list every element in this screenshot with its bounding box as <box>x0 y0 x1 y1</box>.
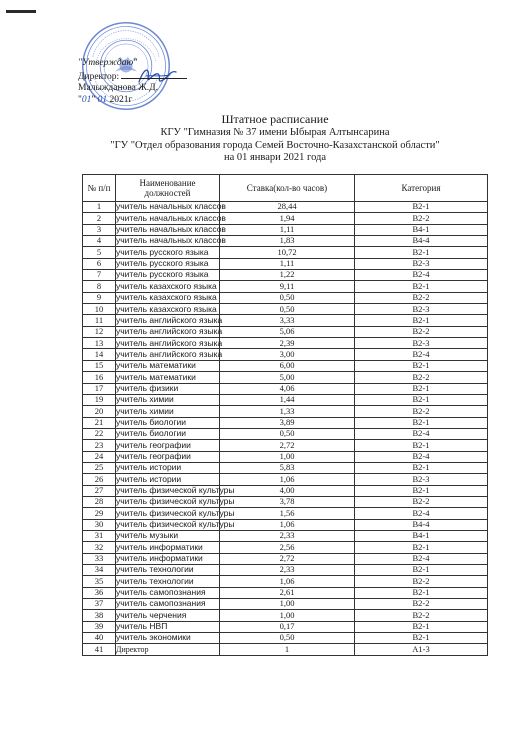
row-number: 31 <box>83 530 116 541</box>
table-row <box>83 326 488 337</box>
row-position: учитель самопознания <box>116 599 220 610</box>
row-position: учитель казахского языка <box>116 292 220 303</box>
table-row <box>83 304 488 315</box>
row-position: учитель географии <box>116 451 220 462</box>
row-number: 5 <box>83 247 116 258</box>
table-row <box>83 406 488 417</box>
row-position: учитель начальных классов <box>116 235 226 246</box>
row-position: Директор <box>116 644 220 656</box>
header-position: Наименование должностей <box>116 175 220 202</box>
row-category: В2-3 <box>355 304 488 315</box>
row-rate: 1,11 <box>220 224 355 235</box>
row-rate: 28,44 <box>220 202 355 213</box>
row-rate: 1,06 <box>220 474 355 485</box>
row-rate: 6,00 <box>220 360 355 371</box>
row-category: В2-1 <box>355 360 488 371</box>
table-row <box>83 633 488 644</box>
signature-line <box>121 70 187 79</box>
row-number: 2 <box>83 213 116 224</box>
row-category: В4-1 <box>355 224 488 235</box>
row-category: В2-1 <box>355 440 488 451</box>
table-row <box>83 428 488 439</box>
row-position: учитель начальных классов <box>116 212 226 223</box>
row-rate: 10,72 <box>220 247 355 258</box>
row-rate: 0,50 <box>220 304 355 315</box>
row-number: 1 <box>83 202 116 213</box>
row-category: В2-3 <box>355 338 488 349</box>
approval-block <box>78 58 278 106</box>
row-position: учитель английского языка <box>116 326 223 337</box>
row-rate: 4,06 <box>220 383 355 394</box>
institution-line: КГУ "Гимназия № 37 имени Ыбырая Алтынсарина <box>160 127 390 138</box>
row-position: учитель физической культуры <box>116 507 235 518</box>
row-position: учитель самопознания <box>116 587 220 598</box>
row-rate: 5,00 <box>220 372 355 383</box>
director-label: Директор: <box>78 71 120 82</box>
table-row <box>83 621 488 632</box>
row-rate: 0,50 <box>220 292 355 303</box>
row-category: В2-2 <box>355 576 488 587</box>
row-number: 39 <box>83 621 116 632</box>
row-category: В2-1 <box>355 621 488 632</box>
row-category: В2-4 <box>355 451 488 462</box>
table-body <box>83 202 488 656</box>
table-row <box>83 315 488 326</box>
table-row <box>83 474 488 485</box>
row-category: В2-4 <box>355 508 488 519</box>
table-row <box>83 599 488 610</box>
row-position: учитель информатики <box>116 542 220 553</box>
row-category: В2-4 <box>355 270 488 281</box>
row-category: В2-4 <box>355 428 488 439</box>
staff-table <box>82 174 488 656</box>
row-position: учитель информатики <box>116 553 220 564</box>
table-row <box>83 281 488 292</box>
header-number: № п/п <box>83 175 116 202</box>
row-number: 27 <box>83 485 116 496</box>
row-position: учитель начальных классов <box>116 201 226 212</box>
row-position: учитель НВП <box>116 621 220 632</box>
row-category: В2-2 <box>355 406 488 417</box>
document-heading <box>60 112 490 165</box>
row-rate: 5,06 <box>220 326 355 337</box>
table-row <box>83 440 488 451</box>
row-position: учитель русского языка <box>116 258 220 269</box>
row-category: В2-1 <box>355 485 488 496</box>
row-category: В2-1 <box>355 542 488 553</box>
row-category: В2-2 <box>355 599 488 610</box>
row-number: 13 <box>83 338 116 349</box>
table-row <box>83 247 488 258</box>
document-title: Штатное расписание <box>221 112 329 126</box>
row-category: В2-2 <box>355 610 488 621</box>
row-number: 16 <box>83 372 116 383</box>
row-rate: 1,00 <box>220 451 355 462</box>
row-rate: 2,72 <box>220 553 355 564</box>
table-row <box>83 270 488 281</box>
row-number: 20 <box>83 406 116 417</box>
row-rate: 1,11 <box>220 258 355 269</box>
table-row <box>83 496 488 507</box>
row-rate: 5,83 <box>220 462 355 473</box>
row-category: В2-2 <box>355 213 488 224</box>
row-rate: 0,50 <box>220 633 355 644</box>
row-number: 6 <box>83 258 116 269</box>
table-row <box>83 542 488 553</box>
row-number: 38 <box>83 610 116 621</box>
row-category: В2-1 <box>355 417 488 428</box>
row-position: учитель русского языка <box>116 247 220 258</box>
row-rate: 3,33 <box>220 315 355 326</box>
row-rate: 2,33 <box>220 565 355 576</box>
date-quote-close: " <box>91 94 96 105</box>
row-rate: 3,78 <box>220 496 355 507</box>
row-category: В2-3 <box>355 258 488 269</box>
date-month: 01 <box>97 94 108 105</box>
row-rate: 2,39 <box>220 338 355 349</box>
table-row <box>83 462 488 473</box>
row-position: учитель истории <box>116 462 220 473</box>
row-number: 15 <box>83 360 116 371</box>
row-rate: 1,06 <box>220 576 355 587</box>
row-number: 25 <box>83 462 116 473</box>
row-rate: 1 <box>220 644 355 656</box>
row-number: 26 <box>83 474 116 485</box>
row-rate: 3,00 <box>220 349 355 360</box>
date-day: 01 <box>81 94 92 105</box>
row-category: В2-2 <box>355 326 488 337</box>
table-row <box>83 258 488 269</box>
row-category: В2-2 <box>355 292 488 303</box>
date-quote-open: " <box>78 94 82 105</box>
row-rate: 0,17 <box>220 621 355 632</box>
row-rate: 0,50 <box>220 428 355 439</box>
date-line: на 01 январи 2021 года <box>223 152 327 163</box>
table-row <box>83 236 488 247</box>
table-row <box>83 610 488 621</box>
row-position: учитель экономики <box>116 633 220 644</box>
row-position: учитель музыки <box>116 530 220 541</box>
row-number: 19 <box>83 394 116 405</box>
row-position: учитель математики <box>116 372 220 383</box>
row-position: учитель физики <box>116 383 220 394</box>
row-rate: 1,94 <box>220 213 355 224</box>
row-number: 4 <box>83 236 116 247</box>
row-number: 29 <box>83 508 116 519</box>
row-category: В2-1 <box>355 394 488 405</box>
director-name: Малыжданова Ж.Д. <box>78 83 159 93</box>
row-number: 23 <box>83 440 116 451</box>
row-rate: 1,22 <box>220 270 355 281</box>
row-position: учитель черчения <box>116 610 220 621</box>
row-number: 8 <box>83 281 116 292</box>
row-number: 3 <box>83 224 116 235</box>
row-category: А1-3 <box>355 644 488 656</box>
row-position: учитель химии <box>116 406 220 417</box>
row-position: учитель технологии <box>116 576 220 587</box>
row-number: 7 <box>83 270 116 281</box>
table-row <box>83 292 488 303</box>
row-category: В2-1 <box>355 383 488 394</box>
row-rate: 9,11 <box>220 281 355 292</box>
row-position: учитель физической культуры <box>116 519 235 530</box>
row-position: учитель казахского языка <box>116 304 220 315</box>
row-category: В2-4 <box>355 349 488 360</box>
row-number: 40 <box>83 633 116 644</box>
row-number: 36 <box>83 587 116 598</box>
approval-date <box>78 95 278 107</box>
row-number: 14 <box>83 349 116 360</box>
table-row <box>83 213 488 224</box>
row-position: учитель географии <box>116 440 220 451</box>
row-category: В4-4 <box>355 236 488 247</box>
table-row <box>83 372 488 383</box>
row-rate: 2,56 <box>220 542 355 553</box>
row-category: В2-4 <box>355 553 488 564</box>
row-rate: 1,00 <box>220 610 355 621</box>
row-position: учитель английского языка <box>116 348 223 359</box>
row-rate: 1,56 <box>220 508 355 519</box>
row-position: учитель начальных классов <box>116 224 226 235</box>
row-category: В2-1 <box>355 202 488 213</box>
table-header-row <box>83 175 488 202</box>
row-number: 37 <box>83 599 116 610</box>
row-category: В2-1 <box>355 247 488 258</box>
row-number: 28 <box>83 496 116 507</box>
row-position: учитель физической культуры <box>116 496 235 507</box>
row-rate: 1,06 <box>220 519 355 530</box>
row-position: учитель технологии <box>116 565 220 576</box>
row-number: 34 <box>83 565 116 576</box>
row-number: 9 <box>83 292 116 303</box>
row-number: 10 <box>83 304 116 315</box>
row-position: учитель химии <box>116 394 220 405</box>
row-category: В4-4 <box>355 519 488 530</box>
row-position: учитель английского языка <box>116 314 223 325</box>
row-position: учитель истории <box>116 474 220 485</box>
row-position: учитель русского языка <box>116 270 220 281</box>
table-row <box>83 508 488 519</box>
row-number: 33 <box>83 553 116 564</box>
row-number: 30 <box>83 519 116 530</box>
header-category: Категория <box>355 175 488 202</box>
row-position: учитель физической культуры <box>116 485 235 496</box>
row-number: 21 <box>83 417 116 428</box>
row-category: В2-1 <box>355 587 488 598</box>
row-category: В2-2 <box>355 372 488 383</box>
table-row <box>83 576 488 587</box>
date-year: 2021г <box>109 94 133 105</box>
table-row <box>83 530 488 541</box>
table-row <box>83 451 488 462</box>
row-number: 41 <box>83 644 116 656</box>
row-number: 32 <box>83 542 116 553</box>
table-row <box>83 394 488 405</box>
table-row <box>83 349 488 360</box>
table-row <box>83 587 488 598</box>
row-rate: 2,72 <box>220 440 355 451</box>
row-position: учитель математики <box>116 360 220 371</box>
row-category: В2-2 <box>355 496 488 507</box>
table-row <box>83 519 488 530</box>
row-rate: 2,33 <box>220 530 355 541</box>
row-category: В2-1 <box>355 565 488 576</box>
row-number: 17 <box>83 383 116 394</box>
table-row <box>83 565 488 576</box>
row-rate: 1,44 <box>220 394 355 405</box>
approval-title: "Утверждаю" <box>78 58 138 68</box>
row-number: 22 <box>83 428 116 439</box>
table-row <box>83 360 488 371</box>
row-position: учитель биологии <box>116 417 220 428</box>
row-category: В2-3 <box>355 474 488 485</box>
row-rate: 1,83 <box>220 236 355 247</box>
row-position: учитель биологии <box>116 428 220 439</box>
row-number: 24 <box>83 451 116 462</box>
table-row <box>83 644 488 656</box>
table-row <box>83 224 488 235</box>
row-category: В4-1 <box>355 530 488 541</box>
director-line <box>78 70 278 84</box>
row-category: В2-1 <box>355 315 488 326</box>
row-number: 11 <box>83 315 116 326</box>
row-number: 12 <box>83 326 116 337</box>
table-row <box>83 202 488 213</box>
row-number: 35 <box>83 576 116 587</box>
table-row <box>83 338 488 349</box>
table-row <box>83 383 488 394</box>
table-row <box>83 417 488 428</box>
row-rate: 1,00 <box>220 599 355 610</box>
row-rate: 1,33 <box>220 406 355 417</box>
row-position: учитель казахского языка <box>116 281 220 292</box>
table-row <box>83 553 488 564</box>
row-category: В2-1 <box>355 633 488 644</box>
header-rate: Ставка(кол-во часов) <box>220 175 355 202</box>
table-row <box>83 485 488 496</box>
row-category: В2-1 <box>355 462 488 473</box>
row-rate: 2,61 <box>220 587 355 598</box>
department-line: "ГУ "Отдел образования города Семей Восточно-Казахстанской области" <box>110 139 440 151</box>
row-position: учитель английского языка <box>116 337 223 348</box>
row-category: В2-1 <box>355 281 488 292</box>
scan-edge-mark <box>6 10 36 13</box>
row-rate: 4,00 <box>220 485 355 496</box>
row-rate: 3,89 <box>220 417 355 428</box>
